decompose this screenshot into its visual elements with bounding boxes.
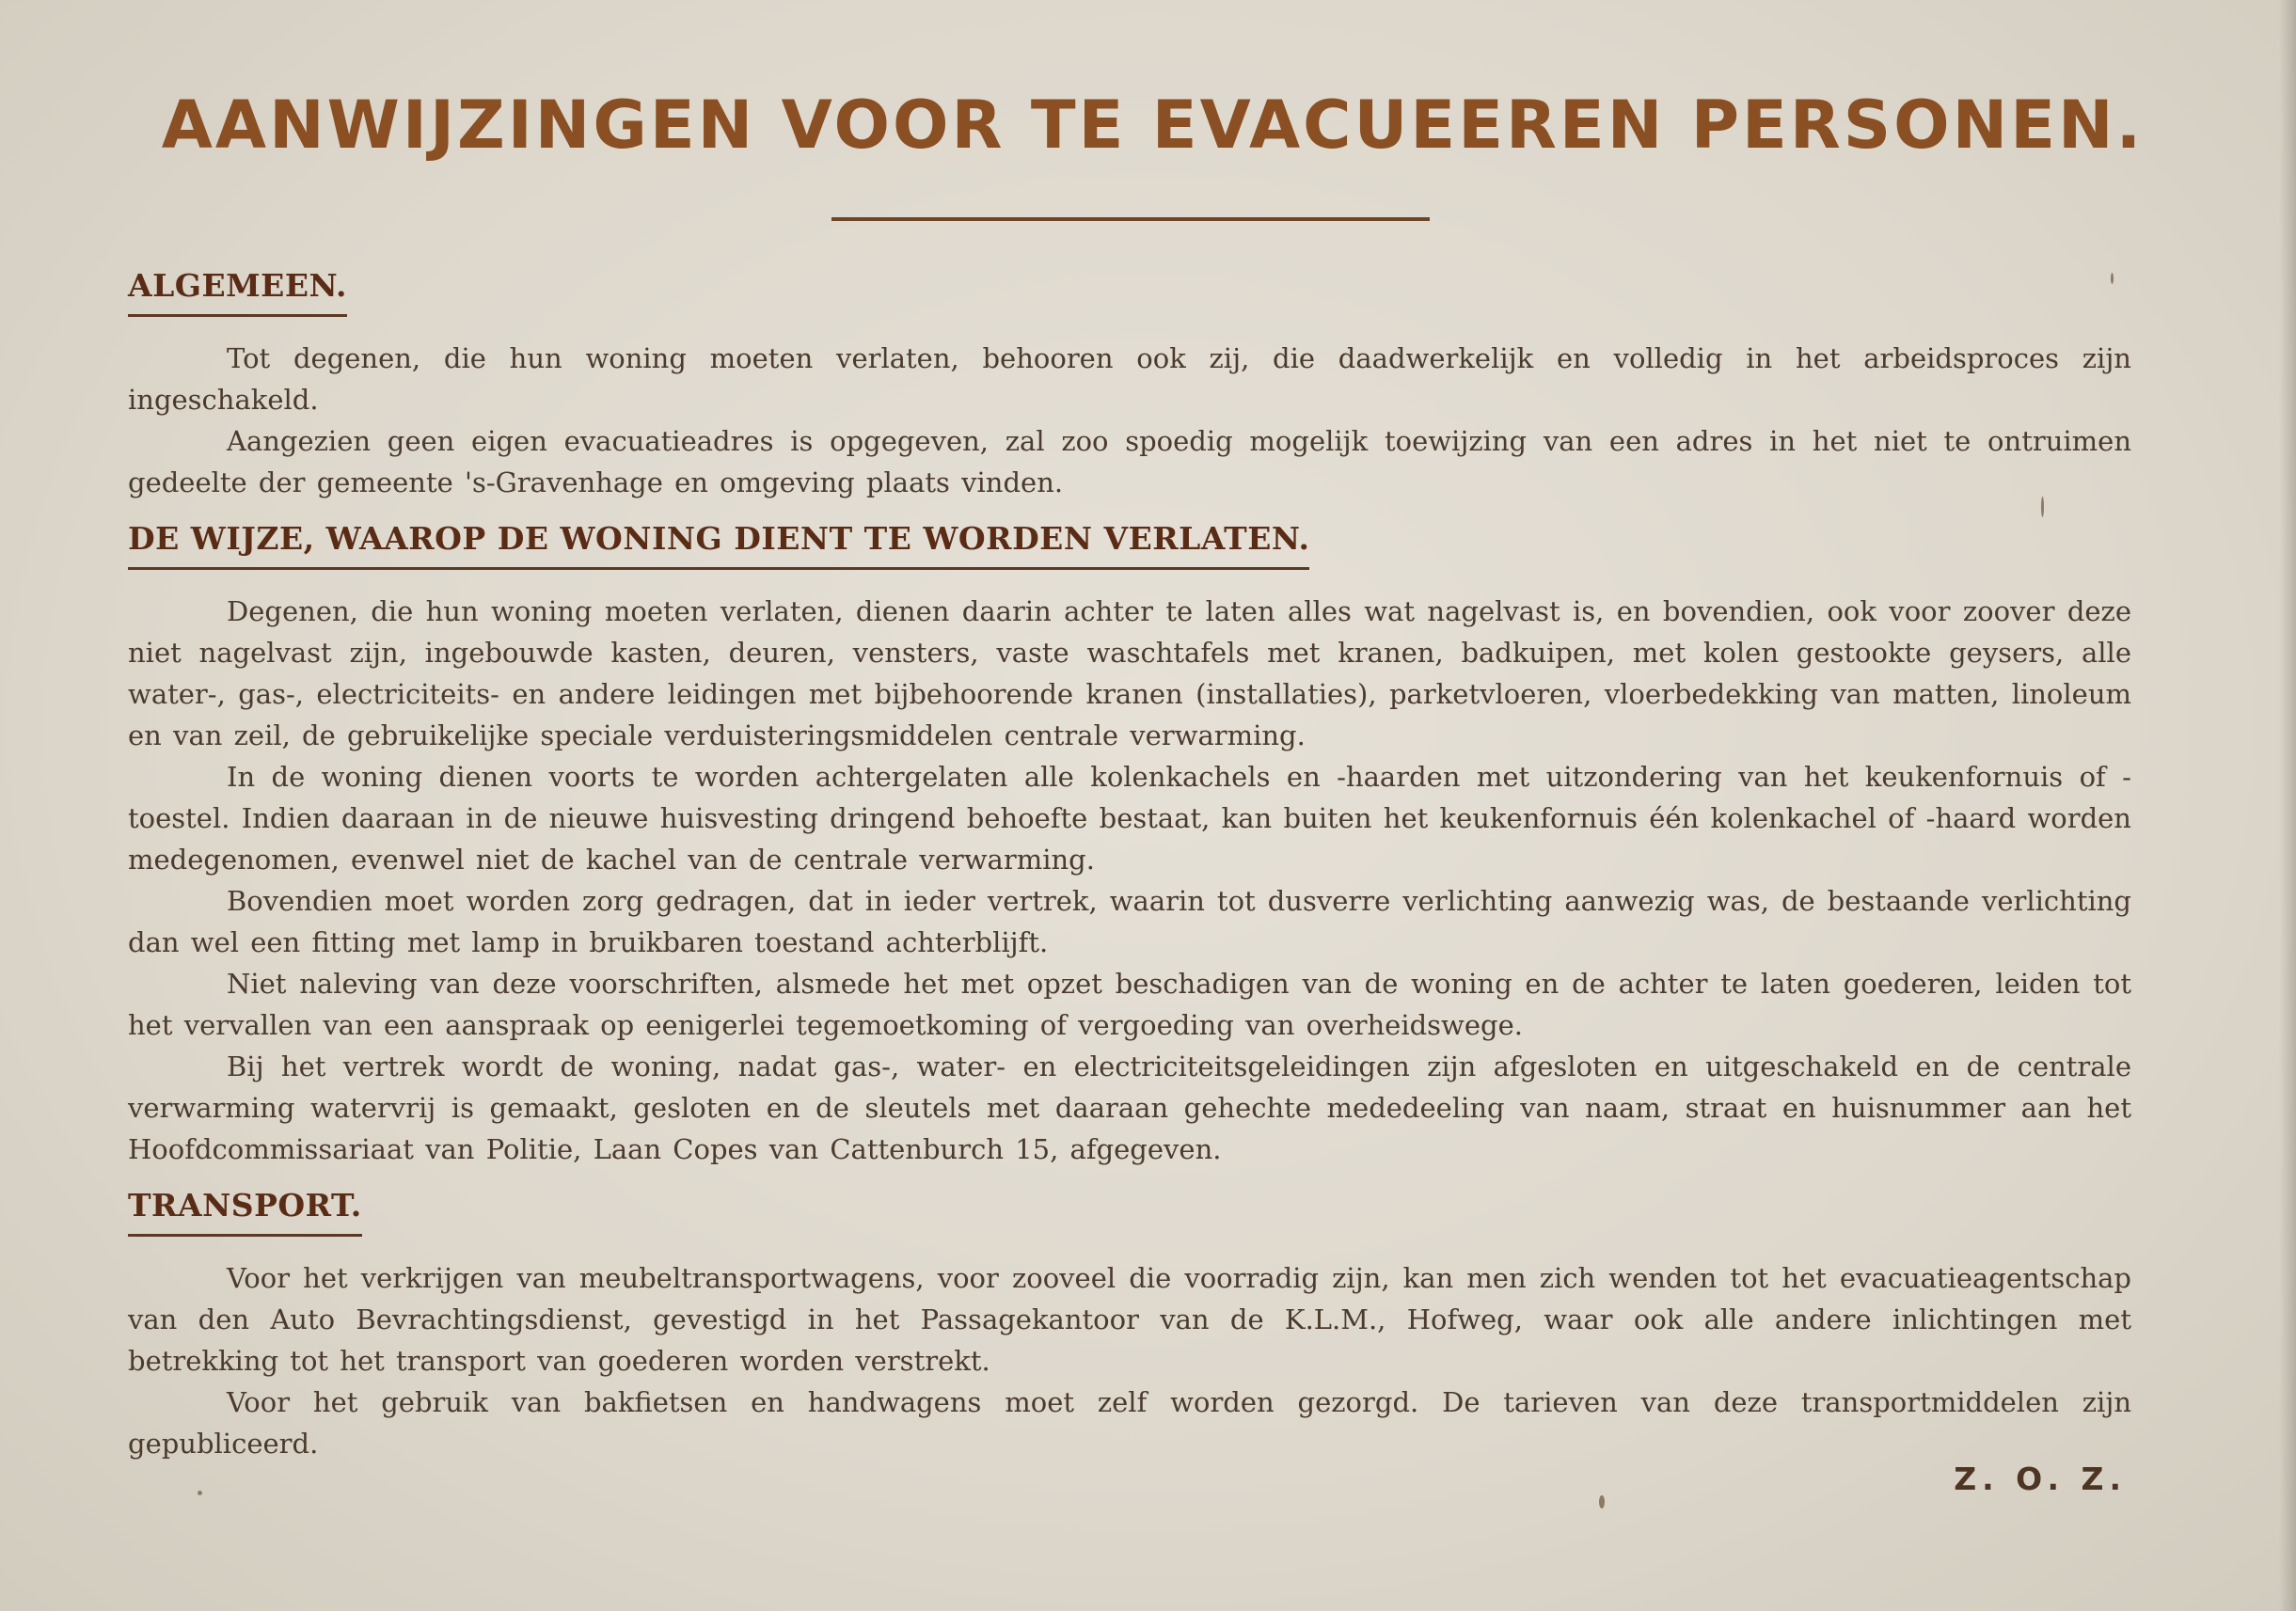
paragraph: Voor het gebruik van bakfietsen en handwagens moet zelf worden gezorgd. De tarieven van deze transportmiddelen zijn gepubliceerd. bbox=[128, 1386, 2131, 1460]
spacer bbox=[128, 317, 2131, 338]
paragraph: Aangezien geen eigen evacuatieadres is opgegeven, zal zoo spoedig mogelijk toewijzing van een adres in het niet te ontruimen gedeelte der gemeente 's-Gravenhage en omgeving plaats vinden. bbox=[128, 425, 2131, 498]
page-title: AANWIJZINGEN VOOR TE EVACUEEREN PERSONEN. bbox=[161, 87, 2145, 164]
paragraph: In de woning dienen voorts te worden achtergelaten alle kolenkachels en -haarden met uitzondering van het keukenfornuis of -toestel. Indien daaraan in de nieuwe huisvesting dringend behoefte bestaat, kan buiten het keukenfornuis één kolenkachel of -haard worden medegenomen, evenwel niet de kachel van de centrale verwarming. bbox=[128, 761, 2131, 876]
title-divider bbox=[831, 217, 1430, 221]
paper-speck bbox=[2041, 497, 2044, 517]
section-heading: ALGEMEEN. bbox=[128, 265, 347, 317]
section-heading: DE WIJZE, WAAROP DE WONING DIENT TE WORDEN VERLATEN. bbox=[128, 518, 1309, 570]
spacer bbox=[128, 570, 2131, 591]
paper-speck bbox=[1599, 1495, 1605, 1508]
section-wijze bbox=[128, 518, 2131, 1170]
section-transport bbox=[128, 1185, 2131, 1464]
paragraph: Niet naleving van deze voorschriften, alsmede het met opzet beschadigen van de woning en de achter te laten goederen, leiden tot het vervallen van een aanspraak op eenigerlei tegemoetkoming of vergoeding van overheidswege. bbox=[128, 968, 2131, 1041]
paragraph: Degenen, die hun woning moeten verlaten, dienen daarin achter te laten alles wat nagelvast is, en bovendien, ook voor zoover deze niet nagelvast zijn, ingebouwde kasten, deuren, vensters, vaste waschtafels met kranen, badkuipen, met kolen gestookte geysers, alle water-, gas-, electriciteits- en andere leidingen met bijbehoorende kranen (installaties), parketvloeren, vloerbedekking van matten, linoleum en van zeil, de gebruikelijke speciale verduisteringsmiddelen centrale verwarming. bbox=[128, 595, 2131, 751]
paragraph: Voor het verkrijgen van meubeltransportwagens, voor zooveel die voorradig zijn, kan men zich wenden tot het evacuatieagentschap van den Auto Bevrachtingsdienst, gevestigd in het Passagekantoor van de K.L.M., Hofweg, waar ook alle andere inlichtingen met betrekking tot het transport van goederen worden verstrekt. bbox=[128, 1262, 2131, 1377]
section-algemeen bbox=[128, 265, 2131, 503]
document-body bbox=[128, 265, 2131, 1464]
paragraph: Bovendien moet worden zorg gedragen, dat in ieder vertrek, waarin tot dusverre verlichting aanwezig was, de bestaande verlichting dan wel een fitting met lamp in bruikbaren toestand achterblijft. bbox=[128, 885, 2131, 958]
paper-speck bbox=[198, 1491, 202, 1495]
paper-speck bbox=[2111, 273, 2114, 284]
paper-edge bbox=[2279, 0, 2296, 1611]
paragraph: Bij het vertrek wordt de woning, nadat gas-, water- en electriciteitsgeleidingen zijn afgesloten en uitgeschakeld en de centrale verwarming watervrij is gemaakt, gesloten en de sleutels met daaraan gehechte mededeeling van naam, straat en huisnummer aan het Hoofdcommissariaat van Politie, Laan Copes van Cattenburch 15, afgegeven. bbox=[128, 1050, 2131, 1165]
spacer bbox=[128, 1237, 2131, 1257]
section-heading: TRANSPORT. bbox=[128, 1185, 362, 1237]
turn-over-note: Z. O. Z. bbox=[1954, 1461, 2127, 1497]
paragraph: Tot degenen, die hun woning moeten verlaten, behooren ook zij, die daadwerkelijk en volledig in het arbeidsproces zijn ingeschakeld. bbox=[128, 342, 2131, 416]
